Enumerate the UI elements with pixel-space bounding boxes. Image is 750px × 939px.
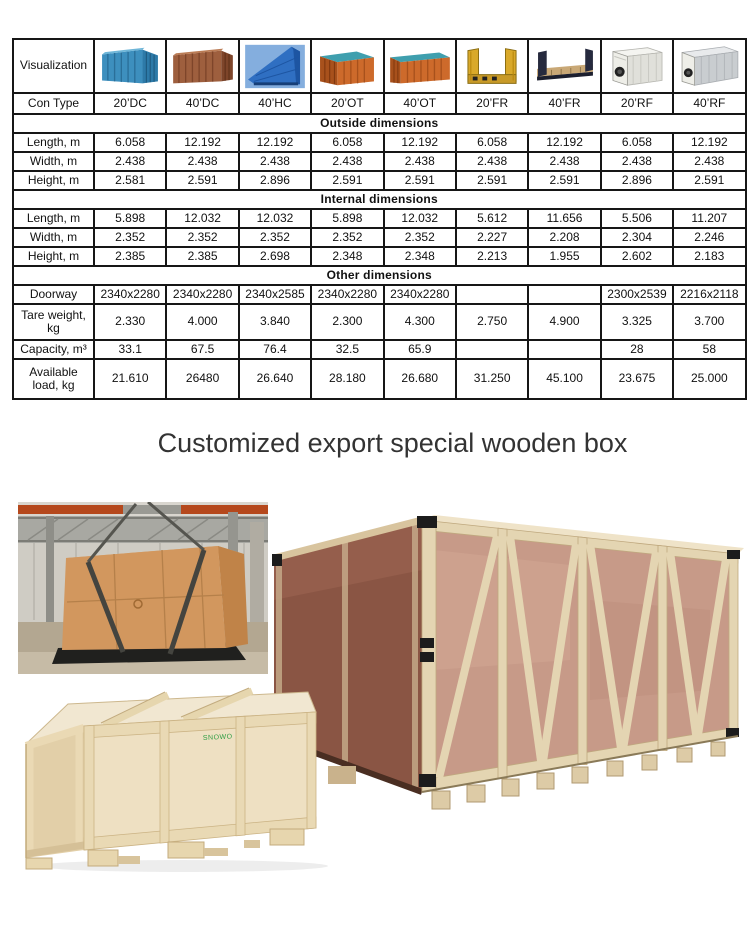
spec-row	[13, 340, 746, 359]
spec-value-cell: 65.9	[384, 340, 456, 359]
spec-value-cell: 2.591	[166, 171, 238, 190]
spec-value-cell: 2340x2280	[94, 285, 166, 304]
spec-value-cell: 5.898	[94, 209, 166, 228]
container-20ot-thumbnail	[311, 39, 383, 93]
spec-value-cell: 12.192	[166, 133, 238, 152]
spec-value-cell: 12.192	[673, 133, 745, 152]
container-spec-table	[12, 38, 747, 400]
container-40fr-thumbnail	[528, 39, 600, 93]
spec-value-cell: 2.896	[601, 171, 673, 190]
section-band-row	[13, 114, 746, 133]
con-type-value: 40’OT	[384, 93, 456, 114]
spec-value-cell: 2.213	[456, 247, 528, 266]
spec-row	[13, 359, 746, 399]
con-type-value: 20’FR	[456, 93, 528, 114]
container-40ot-thumbnail	[384, 39, 456, 93]
row-label: Height, m	[13, 247, 94, 266]
spec-value-cell: 26.640	[239, 359, 311, 399]
spec-value-cell: 31.250	[456, 359, 528, 399]
spec-value-cell: 5.506	[601, 209, 673, 228]
spec-value-cell: 2340x2585	[239, 285, 311, 304]
spec-value-cell: 67.5	[166, 340, 238, 359]
spec-value-cell: 2.385	[166, 247, 238, 266]
spec-row	[13, 247, 746, 266]
spec-value-cell: 23.675	[601, 359, 673, 399]
spec-value-cell	[456, 285, 528, 304]
spec-value-cell: 2.352	[166, 228, 238, 247]
spec-value-cell: 6.058	[311, 133, 383, 152]
row-label: Length, m	[13, 133, 94, 152]
spec-value-cell: 2.438	[673, 152, 745, 171]
con-type-value: 20’DC	[94, 93, 166, 114]
container-40hc-thumbnail	[239, 39, 311, 93]
spec-value-cell: 12.192	[528, 133, 600, 152]
spec-value-cell: 12.192	[384, 133, 456, 152]
visualization-row	[13, 39, 746, 93]
spec-value-cell: 12.032	[384, 209, 456, 228]
spec-value-cell: 2340x2280	[166, 285, 238, 304]
section-title: Outside dimensions	[13, 114, 746, 133]
spec-value-cell: 5.612	[456, 209, 528, 228]
container-40rf-icon	[676, 40, 742, 92]
row-label: Length, m	[13, 209, 94, 228]
spec-value-cell: 2.300	[311, 304, 383, 340]
spec-value-cell: 2.348	[384, 247, 456, 266]
spec-value-cell: 2.591	[673, 171, 745, 190]
spec-value-cell: 33.1	[94, 340, 166, 359]
spec-row	[13, 228, 746, 247]
spec-value-cell: 58	[673, 340, 745, 359]
spec-value-cell: 2.183	[673, 247, 745, 266]
spec-value-cell: 2340x2280	[384, 285, 456, 304]
con-type-header: Con Type	[13, 93, 94, 114]
spec-value-cell: 12.032	[239, 209, 311, 228]
photo-collage	[0, 468, 750, 893]
spec-value-cell: 5.898	[311, 209, 383, 228]
row-label: Available load, kg	[13, 359, 94, 399]
spec-value-cell: 2.227	[456, 228, 528, 247]
spec-row	[13, 304, 746, 340]
spec-value-cell: 2.348	[311, 247, 383, 266]
container-40fr-icon	[532, 40, 598, 92]
container-40dc-thumbnail	[166, 39, 238, 93]
spec-value-cell: 26480	[166, 359, 238, 399]
con-type-value: 40’HC	[239, 93, 311, 114]
spec-value-cell	[528, 340, 600, 359]
spec-value-cell: 12.192	[239, 133, 311, 152]
spec-value-cell: 2.438	[528, 152, 600, 171]
spec-value-cell: 26.680	[384, 359, 456, 399]
con-type-value: 20’RF	[601, 93, 673, 114]
section-band-row	[13, 266, 746, 285]
spec-value-cell: 76.4	[239, 340, 311, 359]
spec-value-cell: 21.610	[94, 359, 166, 399]
spec-value-cell: 2.438	[311, 152, 383, 171]
spec-value-cell: 25.000	[673, 359, 745, 399]
spec-row	[13, 171, 746, 190]
spec-row	[13, 209, 746, 228]
container-20fr-icon	[459, 40, 525, 92]
container-40hc-icon	[242, 40, 308, 92]
container-20ot-icon	[314, 40, 380, 92]
container-20rf-thumbnail	[601, 39, 673, 93]
spec-value-cell: 2.438	[601, 152, 673, 171]
spec-row	[13, 133, 746, 152]
section-title: Other dimensions	[13, 266, 746, 285]
spec-value-cell: 12.032	[166, 209, 238, 228]
factory-crate-photo	[18, 502, 268, 674]
spec-value-cell: 2216x2118	[673, 285, 745, 304]
spec-value-cell: 2.581	[94, 171, 166, 190]
spec-value-cell: 2.750	[456, 304, 528, 340]
spec-value-cell: 2.352	[94, 228, 166, 247]
spec-value-cell: 6.058	[94, 133, 166, 152]
container-20dc-thumbnail	[94, 39, 166, 93]
spec-value-cell: 3.840	[239, 304, 311, 340]
box-brand-logo: SNOWO	[202, 733, 233, 742]
spec-value-cell: 6.058	[601, 133, 673, 152]
spec-value-cell: 2.591	[456, 171, 528, 190]
spec-value-cell: 32.5	[311, 340, 383, 359]
row-label: Width, m	[13, 228, 94, 247]
spec-value-cell: 2.698	[239, 247, 311, 266]
container-20fr-thumbnail	[456, 39, 528, 93]
spec-value-cell: 2.304	[601, 228, 673, 247]
visualization-header: Visualization	[13, 39, 94, 93]
spec-value-cell: 2.246	[673, 228, 745, 247]
spec-value-cell: 2.438	[166, 152, 238, 171]
container-40ot-icon	[387, 40, 453, 92]
spec-value-cell: 4.900	[528, 304, 600, 340]
spec-row	[13, 152, 746, 171]
spec-value-cell	[456, 340, 528, 359]
page-title: Customized export special wooden box	[157, 428, 628, 458]
small-wooden-box-photo	[18, 680, 334, 876]
con-type-value: 40’FR	[528, 93, 600, 114]
spec-value-cell: 2.208	[528, 228, 600, 247]
spec-value-cell: 2.896	[239, 171, 311, 190]
spec-value-cell: 3.700	[673, 304, 745, 340]
spec-value-cell: 2.438	[239, 152, 311, 171]
container-20dc-icon	[97, 40, 163, 92]
spec-value-cell: 2.352	[311, 228, 383, 247]
container-40dc-icon	[170, 40, 236, 92]
row-label: Height, m	[13, 171, 94, 190]
row-label: Doorway	[13, 285, 94, 304]
spec-row	[13, 285, 746, 304]
spec-value-cell: 2.352	[239, 228, 311, 247]
con-type-value: 40’DC	[166, 93, 238, 114]
spec-value-cell: 2.438	[384, 152, 456, 171]
spec-value-cell: 1.955	[528, 247, 600, 266]
section-band-row	[13, 190, 746, 209]
spec-value-cell: 2.385	[94, 247, 166, 266]
con-type-value: 20’OT	[311, 93, 383, 114]
section-title: Internal dimensions	[13, 190, 746, 209]
spec-value-cell: 28.180	[311, 359, 383, 399]
spec-value-cell: 2.330	[94, 304, 166, 340]
spec-value-cell: 4.000	[166, 304, 238, 340]
con-type-row	[13, 93, 746, 114]
spec-value-cell: 11.656	[528, 209, 600, 228]
spec-value-cell: 2340x2280	[311, 285, 383, 304]
spec-value-cell: 6.058	[456, 133, 528, 152]
row-label: Width, m	[13, 152, 94, 171]
spec-value-cell: 2.591	[384, 171, 456, 190]
spec-value-cell: 45.100	[528, 359, 600, 399]
row-label: Tare weight, kg	[13, 304, 94, 340]
spec-value-cell: 2.602	[601, 247, 673, 266]
large-wooden-crate-photo	[270, 510, 748, 812]
spec-value-cell: 2.438	[456, 152, 528, 171]
spec-value-cell: 2.352	[384, 228, 456, 247]
spec-value-cell: 2.438	[94, 152, 166, 171]
spec-value-cell: 3.325	[601, 304, 673, 340]
row-label: Capacity, m³	[13, 340, 94, 359]
spec-value-cell: 2.591	[311, 171, 383, 190]
con-type-value: 40’RF	[673, 93, 745, 114]
spec-value-cell: 4.300	[384, 304, 456, 340]
spec-value-cell: 11.207	[673, 209, 745, 228]
spec-value-cell: 2300x2539	[601, 285, 673, 304]
spec-value-cell: 2.591	[528, 171, 600, 190]
container-40rf-thumbnail	[673, 39, 745, 93]
spec-value-cell	[528, 285, 600, 304]
container-20rf-icon	[604, 40, 670, 92]
spec-value-cell: 28	[601, 340, 673, 359]
